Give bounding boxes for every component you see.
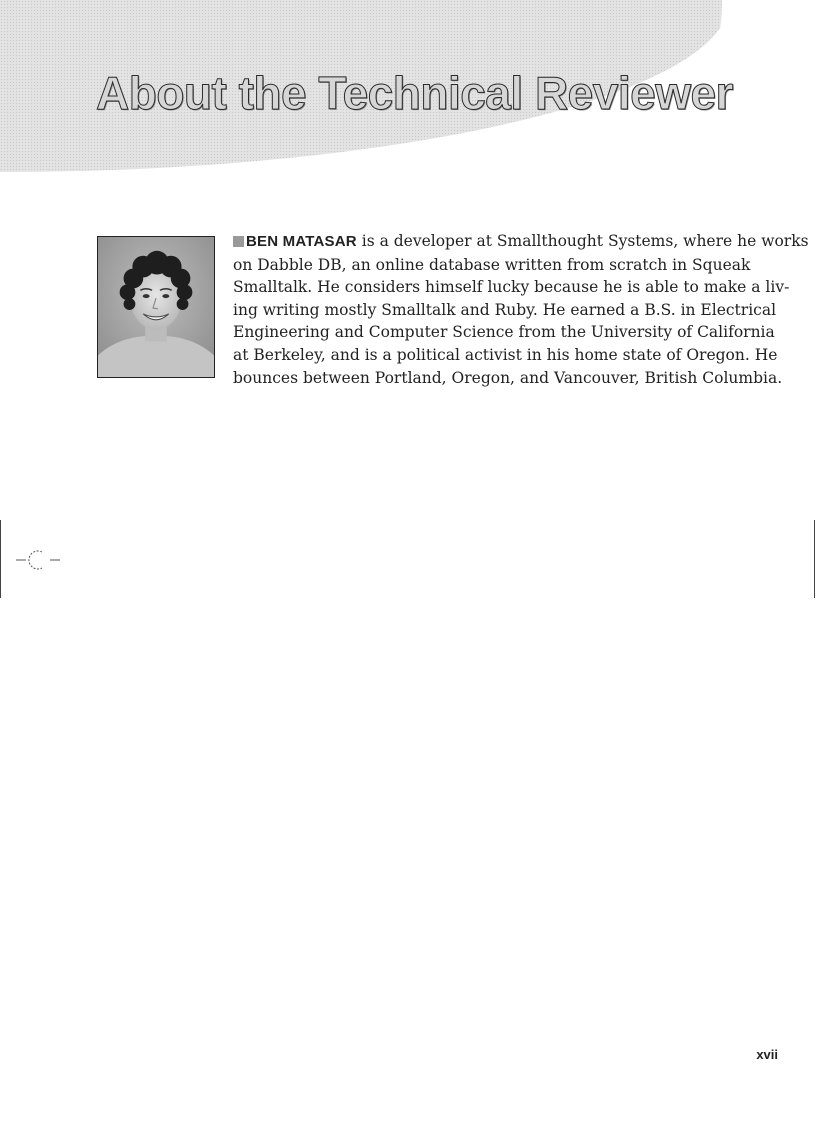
registration-mark-icon — [16, 548, 64, 572]
page-number: xvii — [756, 1047, 778, 1062]
bio-line: at Berkeley, and is a political activist in his home state of Oregon. He — [233, 345, 778, 364]
bio-line — [233, 230, 809, 254]
chapter-title: About the Technical Reviewer — [96, 67, 733, 119]
reviewer-portrait — [97, 236, 215, 378]
bullet-marker-icon — [233, 236, 244, 247]
crop-mark-right — [814, 520, 815, 598]
bio-line: Smalltalk. He considers himself lucky because he is able to make a liv- — [233, 278, 790, 297]
bio-line: Engineering and Computer Science from the University of California — [233, 323, 775, 342]
bio-line: on Dabble DB, an online database written from scratch in Squeak — [233, 255, 751, 274]
bio-line: ing writing mostly Smalltalk and Ruby. He earned a B.S. in Electrical — [233, 300, 777, 319]
bio-line-text: is a developer at Smallthought Systems, where he works — [356, 232, 809, 250]
reviewer-bio — [233, 230, 809, 389]
reviewer-name: BEN MATASAR — [246, 233, 357, 250]
bio-line: bounces between Portland, Oregon, and Vancouver, British Columbia. — [233, 368, 783, 387]
crop-mark-left — [0, 520, 1, 598]
portrait-image — [98, 237, 214, 377]
